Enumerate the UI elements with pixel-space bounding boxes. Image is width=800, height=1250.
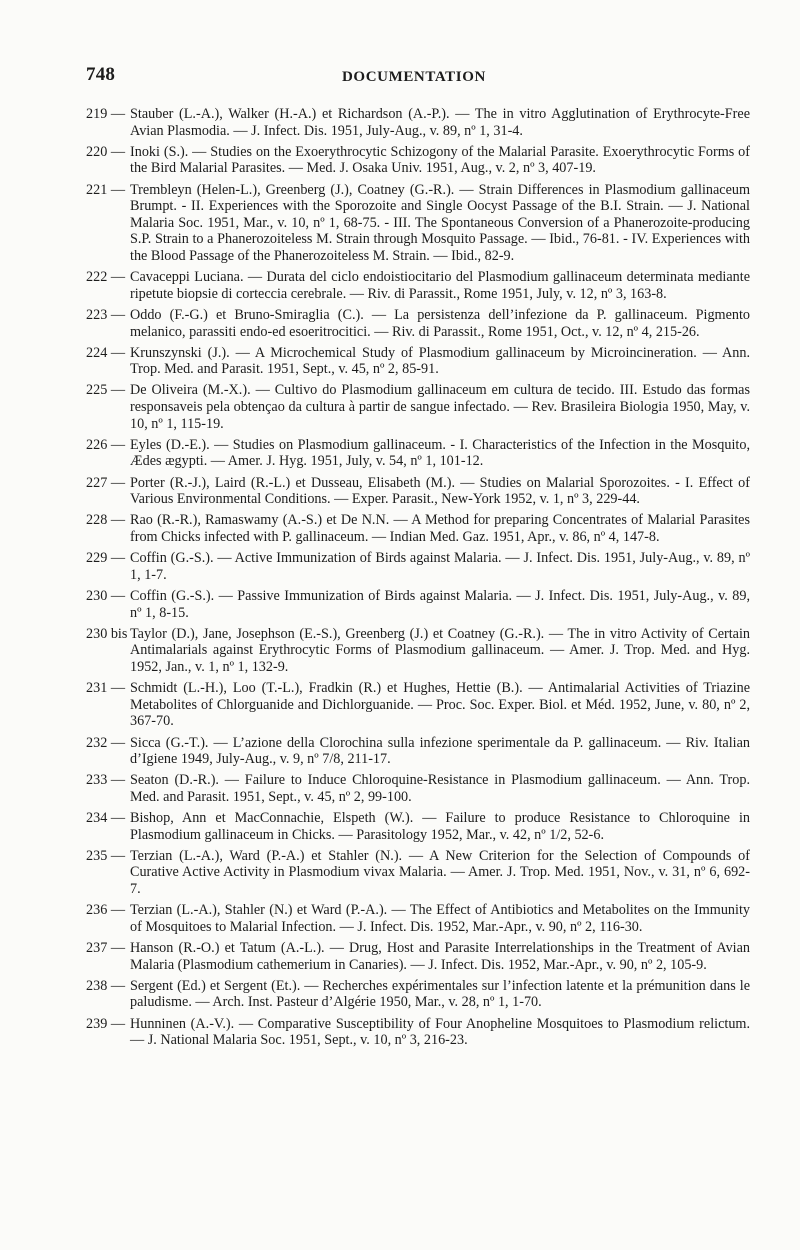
entry-number: 233	[86, 772, 108, 789]
bibliography-entry: 236 — Terzian (L.-A.), Stahler (N.) et Ward (P.-A.). — The Effect of Antibiotics and Metabolites on the Immunity of Mosquitoes to Malarial Infection. — J. Infect. Dis. 1952, Mar.-Apr., v. 90, nº 2, 116-30.	[86, 902, 750, 935]
bibliography-entry: 221 — Trembleyn (Helen-L.), Greenberg (J.), Coatney (G.-R.). — Strain Differences in Plasmodium gallinaceum Brumpt. - II. Experiences with the Sporozoite and Single Oocyst Passage of the B.I. Strain. — J. National Malaria Soc. 1951, Mar., v. 10, nº 1, 68-75. - III. The Spontaneous Conversion of a Phanerozoite-producing S.P. Strain to a Phanerozoiteless M. Strain through Mosquito Passage. — Ibid., 76-81. - IV. Experiences with the Blood Passage of the Phanerozoiteless M. Strain. — Ibid., 82-9.	[86, 181, 750, 264]
entry-number: 225	[86, 382, 108, 399]
entry-number: 220	[86, 143, 108, 160]
entry-number: 223	[86, 306, 108, 323]
entry-number: 222	[86, 269, 108, 286]
bibliography-entry: 238 — Sergent (Ed.) et Sergent (Et.). — Recherches expérimentales sur l’infection latente et la prémunition dans le paludisme. — Arch. Inst. Pasteur d’Algérie 1950, Mar., v. 28, nº 1, 1-70.	[86, 977, 750, 1011]
bibliography-entry: 227 — Porter (R.-J.), Laird (R.-L.) et Dusseau, Elisabeth (M.). — Studies on Malarial Sporozoites. - I. Effect of Various Environmental Conditions. — Exper. Parasit., New-York 1952, v. 1, nº 3, 229-44.	[86, 474, 750, 508]
entry-text: Sergent (Ed.) et Sergent (Et.). — Recherches expérimentales sur l’infection latente et la prémunition dans le paludisme. — Arch. Inst. Pasteur d’Algérie 1950, Mar., v. 28, nº 1, 1-70.	[130, 977, 750, 1011]
entry-text: Oddo (F.-G.) et Bruno-Smiraglia (C.). — La persistenza dell’infezione da P. gallinaceum. Pigmento melanico, parassiti endo-ed esoeritrocitici. — Riv. di Parassit., Rome 1951, Oct., v. 12, nº 4, 215-26.	[130, 306, 750, 340]
entry-text: Cavaceppi Luciana. — Durata del ciclo endoistiocitario del Plasmodium gallinaceum determinata mediante ripetute biopsie di corteccia cerebrale. — Riv. di Parassit., Rome 1951, July, v. 12, nº 3, 163-8.	[130, 269, 750, 302]
entry-number: 231	[86, 680, 108, 697]
bibliography-entry: 231 — Schmidt (L.-H.), Loo (T.-L.), Fradkin (R.) et Hughes, Hettie (B.). — Antimalarial Activities of Triazine Metabolites of Chlorguanide and Dichlorguanide. — Proc. Soc. Exper. Biol. et Méd. 1952, June, v. 80, nº 2, 367-70.	[86, 680, 750, 730]
entry-text: Bishop, Ann et MacConnachie, Elspeth (W.). — Failure to produce Resistance to Chloroquine in Plasmodium gallinaceum in Chicks. — Parasitology 1952, Mar., v. 42, nº 1/2, 52-6.	[130, 810, 750, 843]
entry-text: Terzian (L.-A.), Ward (P.-A.) et Stahler (N.). — A New Criterion for the Selection of Compounds of Curative Active Activity in Plasmodium vivax Malaria. — Amer. J. Trop. Med. 1951, Nov., v. 31, nº 6, 692-7.	[130, 847, 750, 898]
entry-text: Trembleyn (Helen-L.), Greenberg (J.), Coatney (G.-R.). — Strain Differences in Plasmodium gallinaceum Brumpt. - II. Experiences with the Sporozoite and Single Oocyst Passage of the B.I. Strain. — J. National Malaria Soc. 1951, Mar., v. 10, nº 1, 68-75. - III. The Spontaneous Conversion of a Phanerozoite-producing S.P. Strain to a Phanerozoiteless M. Strain through Mosquito Passage. — Ibid., 76-81. - IV. Experiences with the Blood Passage of the Phanerozoiteless M. Strain. — Ibid., 82-9.	[130, 181, 750, 264]
entry-number: 234	[86, 810, 108, 827]
entry-text: Sicca (G.-T.). — L’azione della Clorochina sulla infezione sperimentale da P. gallinaceum. — Riv. Italian d’Igiene 1949, July-Aug., v. 9, nº 7/8, 211-17.	[130, 734, 750, 768]
page-header	[86, 64, 746, 94]
entry-text: Rao (R.-R.), Ramaswamy (A.-S.) et De N.N. — A Method for preparing Concentrates of Malarial Parasites from Chicks infected with P. gallinaceum. — Indian Med. Gaz. 1951, Apr., v. 86, nº 4, 147-8.	[130, 512, 750, 545]
entry-text: Krunszynski (J.). — A Microchemical Study of Plasmodium gallinaceum by Microincineration. — Ann. Trop. Med. and Parasit. 1951, Sept., v. 45, nº 2, 85-91.	[130, 344, 750, 378]
entry-number: 228	[86, 512, 108, 529]
entry-number: 219	[86, 106, 108, 122]
entry-text: Hanson (R.-O.) et Tatum (A.-L.). — Drug, Host and Parasite Interrelationships in the Treatment of Avian Malaria (Plasmodium cathemerium in Canaries). — J. Infect. Dis. 1952, Mar.-Apr., v. 90, nº 2, 105-9.	[130, 940, 750, 973]
entry-text: Taylor (D.), Jane, Josephson (E.-S.), Greenberg (J.) et Coatney (G.-R.). — The in vitro Activity of Certain Antimalarials against Erythrocytic Forms of Plasmodium gallinaceum. — Amer. J. Trop. Med. and Hyg. 1952, Jan., v. 1, nº 1, 132-9.	[130, 625, 750, 675]
bibliography-entry: 234 — Bishop, Ann et MacConnachie, Elspeth (W.). — Failure to produce Resistance to Chloroquine in Plasmodium gallinaceum in Chicks. — Parasitology 1952, Mar., v. 42, nº 1/2, 52-6.	[86, 810, 750, 843]
bibliography-entry: 237 — Hanson (R.-O.) et Tatum (A.-L.). — Drug, Host and Parasite Interrelationships in the Treatment of Avian Malaria (Plasmodium cathemerium in Canaries). — J. Infect. Dis. 1952, Mar.-Apr., v. 90, nº 2, 105-9.	[86, 940, 750, 973]
bibliography-entry: 220 — Inoki (S.). — Studies on the Exoerythrocytic Schizogony of the Malarial Parasite. Exoerythrocytic Forms of the Bird Malarial Parasites. — Med. J. Osaka Univ. 1951, Aug., v. 2, nº 3, 407-19.	[86, 143, 750, 177]
entry-number: 232	[86, 734, 108, 751]
entry-text: Hunninen (A.-V.). — Comparative Susceptibility of Four Anopheline Mosquitoes to Plasmodium relictum. — J. National Malaria Soc. 1951, Sept., v. 10, nº 3, 216-23.	[130, 1015, 750, 1049]
entry-number: 224	[86, 344, 108, 361]
entry-number: 236	[86, 902, 108, 919]
bibliography-list	[86, 106, 750, 1053]
bibliography-entry: 225 — De Oliveira (M.-X.). — Cultivo do Plasmodium gallinaceum em cultura de tecido. III. Estudo das formas responsaveis pela obtençao da cultura à partir de sangue infectado. — Rev. Brasileira Biologia 1950, May, v. 10, nº 1, 115-19.	[86, 382, 750, 432]
bibliography-entry: 239 — Hunninen (A.-V.). — Comparative Susceptibility of Four Anopheline Mosquitoes to Plasmodium relictum. — J. National Malaria Soc. 1951, Sept., v. 10, nº 3, 216-23.	[86, 1015, 750, 1049]
bibliography-entry: 224 — Krunszynski (J.). — A Microchemical Study of Plasmodium gallinaceum by Microincineration. — Ann. Trop. Med. and Parasit. 1951, Sept., v. 45, nº 2, 85-91.	[86, 344, 750, 378]
entry-text: Eyles (D.-E.). — Studies on Plasmodium gallinaceum. - I. Characteristics of the Infection in the Mosquito, Ædes ægypti. — Amer. J. Hyg. 1951, July, v. 54, nº 1, 101-12.	[130, 436, 750, 470]
entry-text: Seaton (D.-R.). — Failure to Induce Chloroquine-Resistance in Plasmodium gallinaceum. — Ann. Trop. Med. and Parasit. 1951, Sept., v. 45, nº 2, 99-100.	[130, 772, 750, 805]
entry-number: 238	[86, 977, 108, 994]
entry-number: 239	[86, 1015, 108, 1032]
bibliography-entry: 228 — Rao (R.-R.), Ramaswamy (A.-S.) et De N.N. — A Method for preparing Concentrates of Malarial Parasites from Chicks infected with P. gallinaceum. — Indian Med. Gaz. 1951, Apr., v. 86, nº 4, 147-8.	[86, 512, 750, 545]
entry-number: 221	[86, 181, 108, 198]
entry-text: Inoki (S.). — Studies on the Exoerythrocytic Schizogony of the Malarial Parasite. Exoerythrocytic Forms of the Bird Malarial Parasites. — Med. J. Osaka Univ. 1951, Aug., v. 2, nº 3, 407-19.	[130, 143, 750, 177]
entry-text: Porter (R.-J.), Laird (R.-L.) et Dusseau, Elisabeth (M.). — Studies on Malarial Sporozoites. - I. Effect of Various Environmental Conditions. — Exper. Parasit., New-York 1952, v. 1, nº 3, 229-44.	[130, 474, 750, 508]
entry-number: 226	[86, 436, 108, 453]
entry-text: Terzian (L.-A.), Stahler (N.) et Ward (P.-A.). — The Effect of Antibiotics and Metabolites on the Immunity of Mosquitoes to Malarial Infection. — J. Infect. Dis. 1952, Mar.-Apr., v. 90, nº 2, 116-30.	[130, 902, 750, 935]
bibliography-entry: 235 — Terzian (L.-A.), Ward (P.-A.) et Stahler (N.). — A New Criterion for the Selection of Compounds of Curative Active Activity in Plasmodium vivax Malaria. — Amer. J. Trop. Med. 1951, Nov., v. 31, nº 6, 692-7.	[86, 847, 750, 898]
bibliography-entry: 219 — Stauber (L.-A.), Walker (H.-A.) et Richardson (A.-P.). — The in vitro Agglutination of Erythrocyte-Free Avian Plasmodia. — J. Infect. Dis. 1951, July-Aug., v. 89, nº 1, 31-4.	[86, 106, 750, 139]
entry-number: 230 bis	[86, 625, 128, 642]
bibliography-entry: 223 — Oddo (F.-G.) et Bruno-Smiraglia (C.). — La persistenza dell’infezione da P. gallinaceum. Pigmento melanico, parassiti endo-ed esoeritrocitici. — Riv. di Parassit., Rome 1951, Oct., v. 12, nº 4, 215-26.	[86, 306, 750, 340]
entry-text: Stauber (L.-A.), Walker (H.-A.) et Richardson (A.-P.). — The in vitro Agglutination of Erythrocyte-Free Avian Plasmodia. — J. Infect. Dis. 1951, July-Aug., v. 89, nº 1, 31-4.	[130, 106, 750, 139]
bibliography-entry: 222 — Cavaceppi Luciana. — Durata del ciclo endoistiocitario del Plasmodium gallinaceum determinata mediante ripetute biopsie di corteccia cerebrale. — Riv. di Parassit., Rome 1951, July, v. 12, nº 3, 163-8.	[86, 269, 750, 302]
running-title: DOCUMENTATION	[342, 69, 486, 85]
entry-number: 229	[86, 550, 108, 567]
bibliography-entry	[86, 626, 750, 676]
entry-number: 235	[86, 847, 108, 864]
bibliography-entry: 233 — Seaton (D.-R.). — Failure to Induce Chloroquine-Resistance in Plasmodium gallinaceum. — Ann. Trop. Med. and Parasit. 1951, Sept., v. 45, nº 2, 99-100.	[86, 772, 750, 805]
entry-text: Coffin (G.-S.). — Active Immunization of Birds against Malaria. — J. Infect. Dis. 1951, July-Aug., v. 89, nº 1, 1-7.	[130, 550, 750, 583]
bibliography-entry: 230 — Coffin (G.-S.). — Passive Immunization of Birds against Malaria. — J. Infect. Dis. 1951, July-Aug., v. 89, nº 1, 8-15.	[86, 587, 750, 621]
entry-text: De Oliveira (M.-X.). — Cultivo do Plasmodium gallinaceum em cultura de tecido. III. Estudo das formas responsaveis pela obtençao da cultura à partir de sangue infectado. — Rev. Brasileira Biologia 1950, May, v. 10, nº 1, 115-19.	[130, 382, 750, 432]
entry-number: 227	[86, 474, 108, 491]
entry-text: Schmidt (L.-H.), Loo (T.-L.), Fradkin (R.) et Hughes, Hettie (B.). — Antimalarial Activities of Triazine Metabolites of Chlorguanide and Dichlorguanide. — Proc. Soc. Exper. Biol. et Méd. 1952, June, v. 80, nº 2, 367-70.	[130, 680, 750, 730]
bibliography-entry: 226 — Eyles (D.-E.). — Studies on Plasmodium gallinaceum. - I. Characteristics of the Infection in the Mosquito, Ædes ægypti. — Amer. J. Hyg. 1951, July, v. 54, nº 1, 101-12.	[86, 436, 750, 470]
entry-number: 237	[86, 940, 108, 956]
entry-number: 230	[86, 587, 108, 604]
bibliography-entry: 232 — Sicca (G.-T.). — L’azione della Clorochina sulla infezione sperimentale da P. gallinaceum. — Riv. Italian d’Igiene 1949, July-Aug., v. 9, nº 7/8, 211-17.	[86, 734, 750, 768]
bibliography-entry: 229 — Coffin (G.-S.). — Active Immunization of Birds against Malaria. — J. Infect. Dis. 1951, July-Aug., v. 89, nº 1, 1-7.	[86, 550, 750, 583]
entry-text: Coffin (G.-S.). — Passive Immunization of Birds against Malaria. — J. Infect. Dis. 1951, July-Aug., v. 89, nº 1, 8-15.	[130, 587, 750, 621]
page-number: 748	[86, 64, 116, 85]
